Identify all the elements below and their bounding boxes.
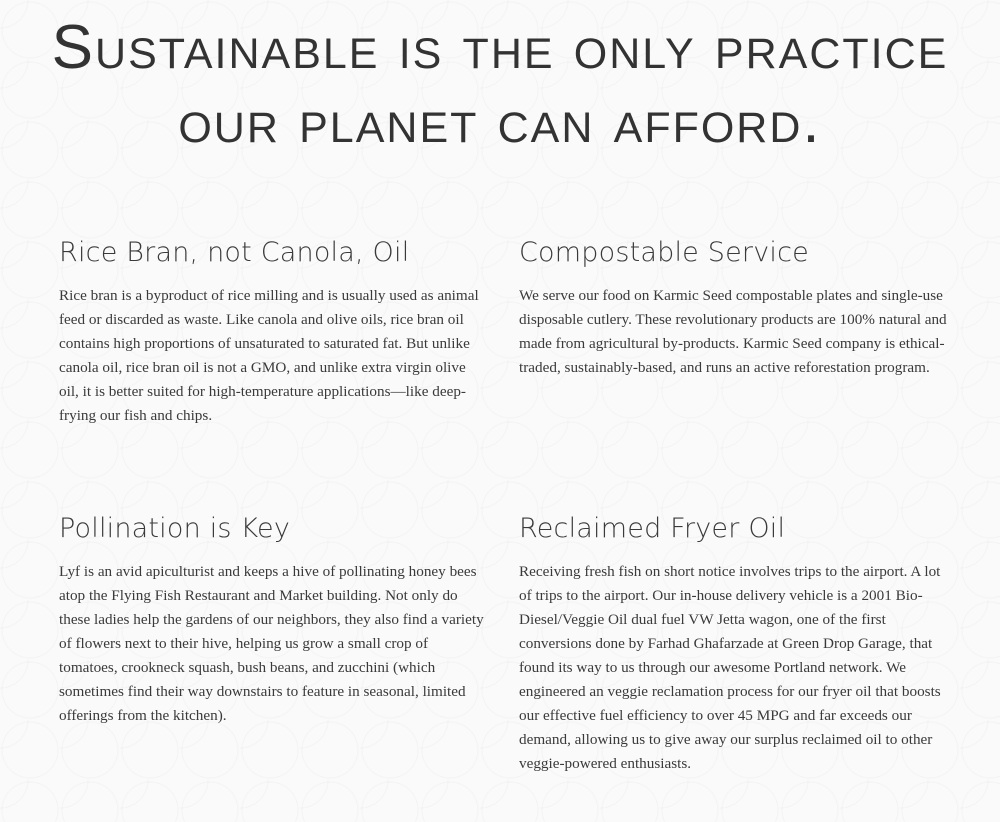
section-reclaimed-fryer-oil	[519, 512, 951, 776]
section-body: Rice bran is a byproduct of rice milling and is usually used as animal feed or discarded as waste. Like canola and olive oils, rice bran oil contains high proportions of unsaturated to saturated fat. But unlike canola oil, rice bran oil is not a GMO, and unlike extra virgin olive oil, it is better suited for high-temperature applications—like deep-frying our fish and chips.	[59, 287, 479, 424]
section-title: Rice Bran, not Canola, Oil	[59, 237, 410, 268]
section-rice-bran-oil	[59, 236, 487, 428]
section-title: Pollination is Key	[59, 513, 291, 544]
hero-title	[0, 13, 1000, 156]
section-body: We serve our food on Karmic Seed compostable plates and single-use disposable cutlery. These revolutionary products are 100% natural and made from agricultural by-products. Karmic Seed company is ethical-traded, sustainably-based, and runs an active reforestation program.	[519, 287, 947, 376]
section-pollination	[59, 512, 487, 728]
section-compostable-service	[519, 236, 947, 380]
section-title: Compostable Service	[519, 237, 809, 268]
section-title: Reclaimed Fryer Oil	[519, 513, 786, 544]
hero-title-line-2: our planet can afford.	[178, 87, 822, 156]
hero-title-line-1: Sustainable is the only practice	[51, 13, 949, 82]
section-body: Lyf is an avid apiculturist and keeps a hive of pollinating honey bees atop the Flying Fish Restaurant and Market building. Not only do these ladies help the gardens of our neighbors, they also find a variety of flowers next to their hive, helping us grow a small crop of tomatoes, crookneck squash, bush beans, and zucchini (which sometimes find their way downstairs to feature in seasonal, limited offerings from the kitchen).	[59, 563, 484, 724]
section-body: Receiving fresh fish on short notice involves trips to the airport. A lot of trips to the airport. Our in-house delivery vehicle is a 2001 Bio-Diesel/Veggie Oil dual fuel VW Jetta wagon, one of the first conversions done by Farhad Ghafarzade at Green Drop Garage, that found its way to us through our awesome Portland network. We engineered an veggie reclamation process for our fryer oil that boosts our effective fuel efficiency to over 45 MPG and far exceeds our demand, allowing us to give away our surplus reclaimed oil to other veggie-powered enthusiasts.	[519, 563, 941, 772]
